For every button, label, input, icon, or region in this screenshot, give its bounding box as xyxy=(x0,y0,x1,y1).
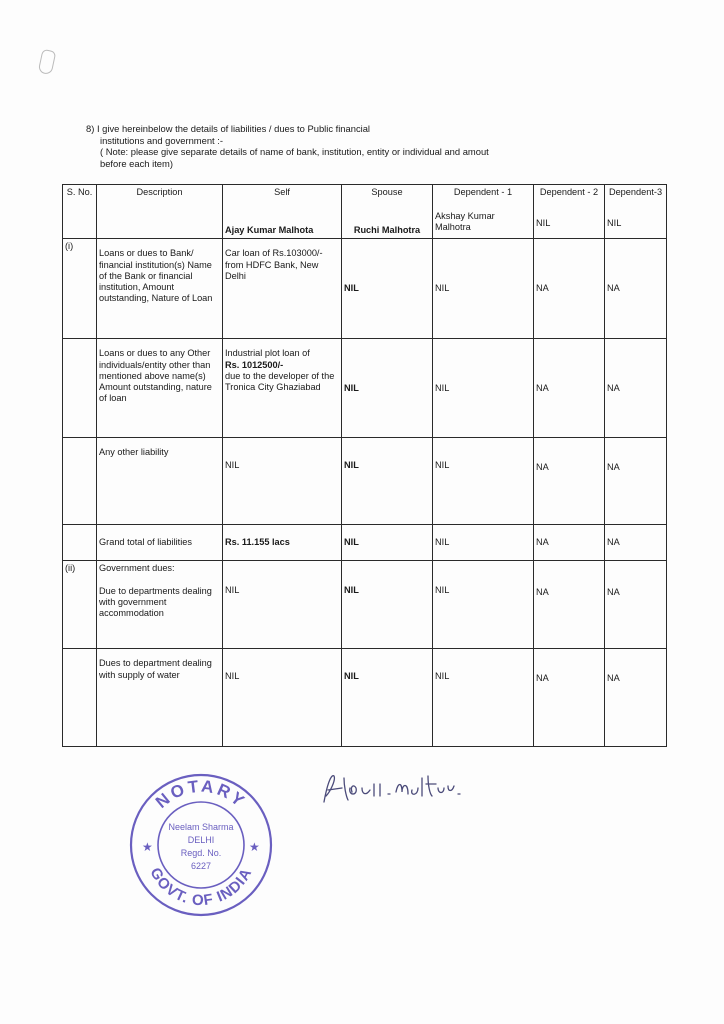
row-self-line-c: due to the developer of the Tronica City Ghaziabad xyxy=(225,370,335,393)
dependent-2-name: NIL xyxy=(536,218,551,229)
row-dependent-2: NA xyxy=(534,438,605,525)
row-dependent-1: NIL xyxy=(433,239,534,339)
table-row xyxy=(63,239,667,339)
row-self: NIL xyxy=(223,438,342,525)
row-spouse: NIL xyxy=(342,649,433,747)
intro-line-3: ( Note: please give separate details of name of bank, institution, entity or individual and amout xyxy=(100,146,489,158)
header-spouse-label: Spouse xyxy=(371,187,403,197)
stamp-number: 6227 xyxy=(190,861,212,871)
row-description-heading: Government dues: xyxy=(99,563,175,574)
row-description xyxy=(97,561,223,649)
row-self: NIL xyxy=(223,561,342,649)
stamp-bottom-text: GOVT. OF INDIA xyxy=(146,864,256,910)
table-row xyxy=(63,649,667,747)
header-self xyxy=(223,185,342,239)
dependent-3-name: NIL xyxy=(607,218,622,229)
header-dependent-2 xyxy=(534,185,605,239)
row-description: Grand total of liabilities xyxy=(97,525,223,561)
stamp-star-right-icon: ★ xyxy=(249,840,260,854)
stamp-top-text: NOTARY xyxy=(152,776,251,812)
row-dependent-2: NA xyxy=(534,649,605,747)
row-spouse: NIL xyxy=(342,438,433,525)
row-spouse: NIL xyxy=(342,525,433,561)
row-dependent-2: NA xyxy=(534,339,605,438)
intro-line-4: before each item) xyxy=(100,157,173,169)
row-dependent-3: NA xyxy=(605,239,667,339)
row-self xyxy=(223,339,342,438)
row-sno xyxy=(63,438,97,525)
row-dependent-2: NA xyxy=(534,239,605,339)
header-spouse xyxy=(342,185,433,239)
header-sno: S. No. xyxy=(63,185,97,239)
stamp-name: Neelam Sharma xyxy=(168,822,234,832)
intro-line-2: institutions and government :- xyxy=(100,134,223,146)
row-self: Car loan of Rs.103000/- from HDFC Bank, New Delhi xyxy=(223,239,342,339)
intro-text xyxy=(86,123,489,169)
header-dependent-2-label: Dependent - 2 xyxy=(539,187,599,197)
row-sno: (i) xyxy=(63,239,97,339)
row-description: Any other liability xyxy=(97,438,223,525)
row-dependent-1: NIL xyxy=(433,649,534,747)
row-spouse: NIL xyxy=(342,339,433,438)
row-spouse: NIL xyxy=(342,561,433,649)
row-dependent-3: NA xyxy=(605,561,667,649)
header-description: Description xyxy=(97,185,223,239)
row-sno xyxy=(63,525,97,561)
notary-stamp xyxy=(128,772,274,918)
dependent-1-name: Akshay Kumar Malhotra xyxy=(435,211,495,233)
header-dependent-1 xyxy=(433,185,534,239)
self-name: Ajay Kumar Malhota xyxy=(225,225,314,236)
header-row xyxy=(63,185,667,239)
row-sno xyxy=(63,649,97,747)
stamp-inner-ring xyxy=(158,802,244,888)
row-dependent-3: NA xyxy=(605,438,667,525)
spouse-name: Ruchi Malhotra xyxy=(353,225,421,236)
row-self: NIL xyxy=(223,649,342,747)
row-dependent-2: NA xyxy=(534,525,605,561)
stamp-city: DELHI xyxy=(187,835,215,845)
corner-mark xyxy=(38,49,57,75)
row-dependent-3: NA xyxy=(605,649,667,747)
row-dependent-3: NA xyxy=(605,339,667,438)
table-row xyxy=(63,438,667,525)
row-dependent-1: NIL xyxy=(433,525,534,561)
table-row xyxy=(63,561,667,649)
signature xyxy=(318,770,468,810)
row-spouse: NIL xyxy=(342,239,433,339)
header-dependent-3-label: Dependent-3 xyxy=(608,187,663,197)
row-description: Loans or dues to any Other individuals/entity other than mentioned above name(s) Amount outstanding, nature of loan xyxy=(97,339,223,438)
row-self-line-a: Industrial plot loan of xyxy=(225,348,310,359)
row-self: Rs. 11.155 lacs xyxy=(223,525,342,561)
table-row xyxy=(63,525,667,561)
intro-line-1: 8) I give hereinbelow the details of liabilities / dues to Public financial xyxy=(86,123,371,134)
stamp-star-left-icon: ★ xyxy=(142,840,153,854)
row-dependent-2: NA xyxy=(534,561,605,649)
row-sno xyxy=(63,339,97,438)
header-dependent-3 xyxy=(605,185,667,239)
table-row xyxy=(63,339,667,438)
header-dependent-1-label: Dependent - 1 xyxy=(453,187,513,197)
row-dependent-1: NIL xyxy=(433,438,534,525)
row-description-text: Due to departments dealing with government accommodation xyxy=(99,585,212,619)
row-dependent-3: NA xyxy=(605,525,667,561)
row-self-amount: Rs. 1012500/- xyxy=(225,359,284,370)
stamp-regd: Regd. No. xyxy=(180,848,222,858)
row-dependent-1: NIL xyxy=(433,339,534,438)
row-dependent-1: NIL xyxy=(433,561,534,649)
header-self-label: Self xyxy=(274,187,290,197)
row-sno: (ii) xyxy=(63,561,97,649)
row-description: Loans or dues to Bank/ financial institution(s) Name of the Bank or financial institution, Amount outstanding, Nature of Loan xyxy=(97,239,223,339)
liabilities-table xyxy=(62,184,667,747)
row-description: Dues to department dealing with supply of water xyxy=(97,649,223,747)
